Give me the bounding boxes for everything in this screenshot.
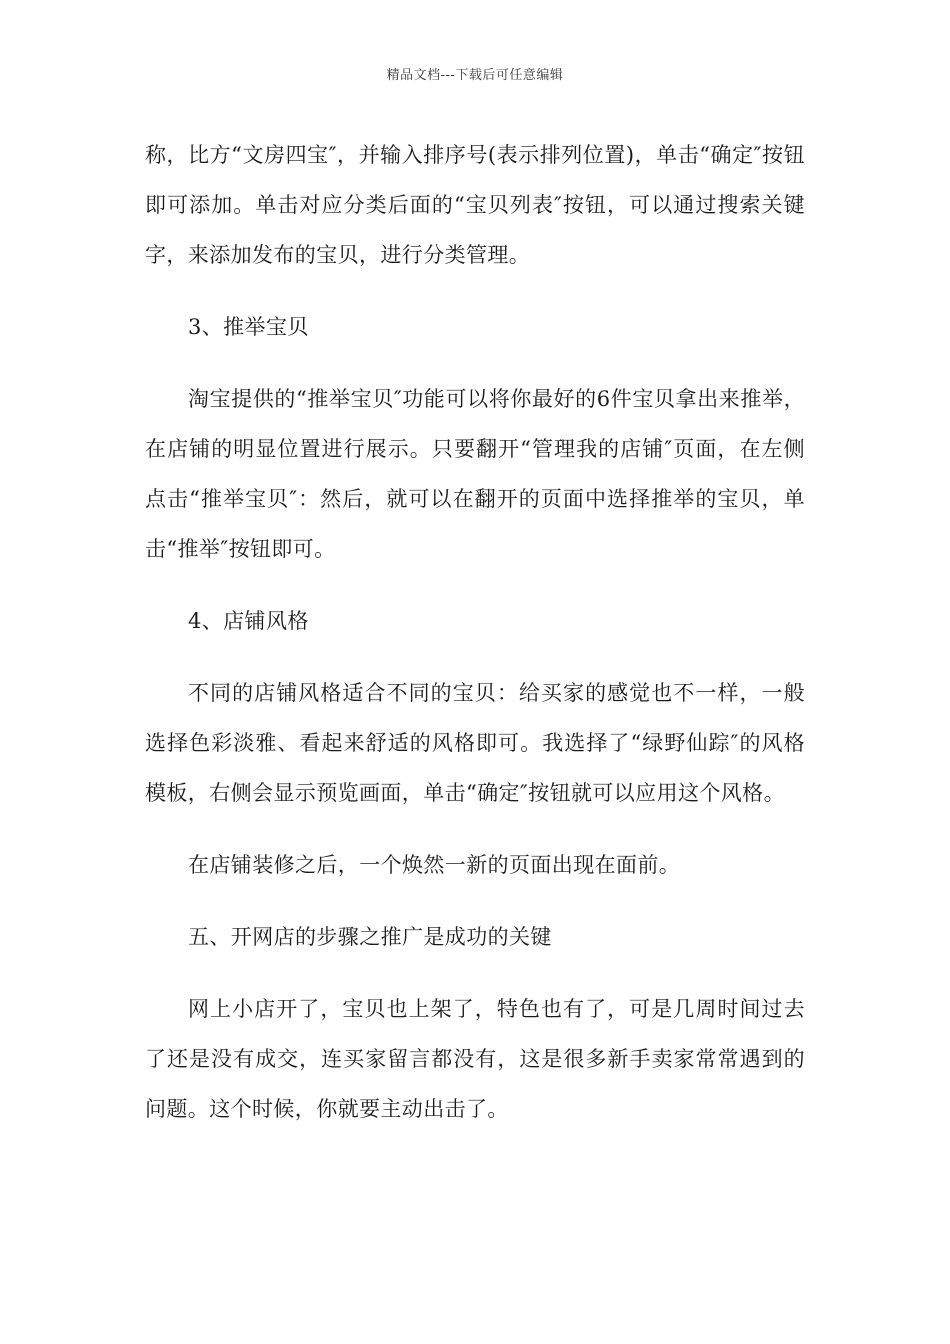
paragraph-recommend: 淘宝提供的“推举宝贝″功能可以将你最好的6件宝贝拿出来推举，在店铺的明显位置进行展示。只要翻开“管理我的店铺″页面，在左侧点击“推举宝贝″：然后，就可以在翻开的页面中选择推举的宝贝，单击“推举″按钮即可。 [145,387,805,561]
section-heading-promotion: 五、开网店的步骤之推广是成功的关键 [188,925,552,949]
document-body [145,130,805,1134]
paragraph-decoration: 在店铺装修之后，一个焕然一新的页面出现在面前。 [188,853,681,877]
paragraph-continuation: 称，比方“文房四宝″，并输入排序号(表示排列位置)，单击“确定″按钮即可添加。单击对应分类后面的“宝贝列表″按钮，可以通过搜索关键字，来添加发布的宝贝，进行分类管理。 [145,143,805,267]
page-header: 精品文档---下载后可任意编辑 [386,68,564,83]
paragraph-style: 不同的店铺风格适合不同的宝贝：给买家的感觉也不一样，一般选择色彩淡雅、看起来舒适的风格即可。我选择了“绿野仙踪″的风格模板，右侧会显示预览画面，单击“确定″按钮就可以应用这个风格。 [145,681,805,805]
paragraph-promotion: 网上小店开了，宝贝也上架了，特色也有了，可是几周时间过去了还是没有成交，连买家留言都没有，这是很多新手卖家常常遇到的问题。这个时候，你就要主动出击了。 [145,997,805,1121]
section-heading-recommend: 3、推举宝贝 [188,315,309,339]
section-heading-style: 4、店铺风格 [188,609,309,633]
